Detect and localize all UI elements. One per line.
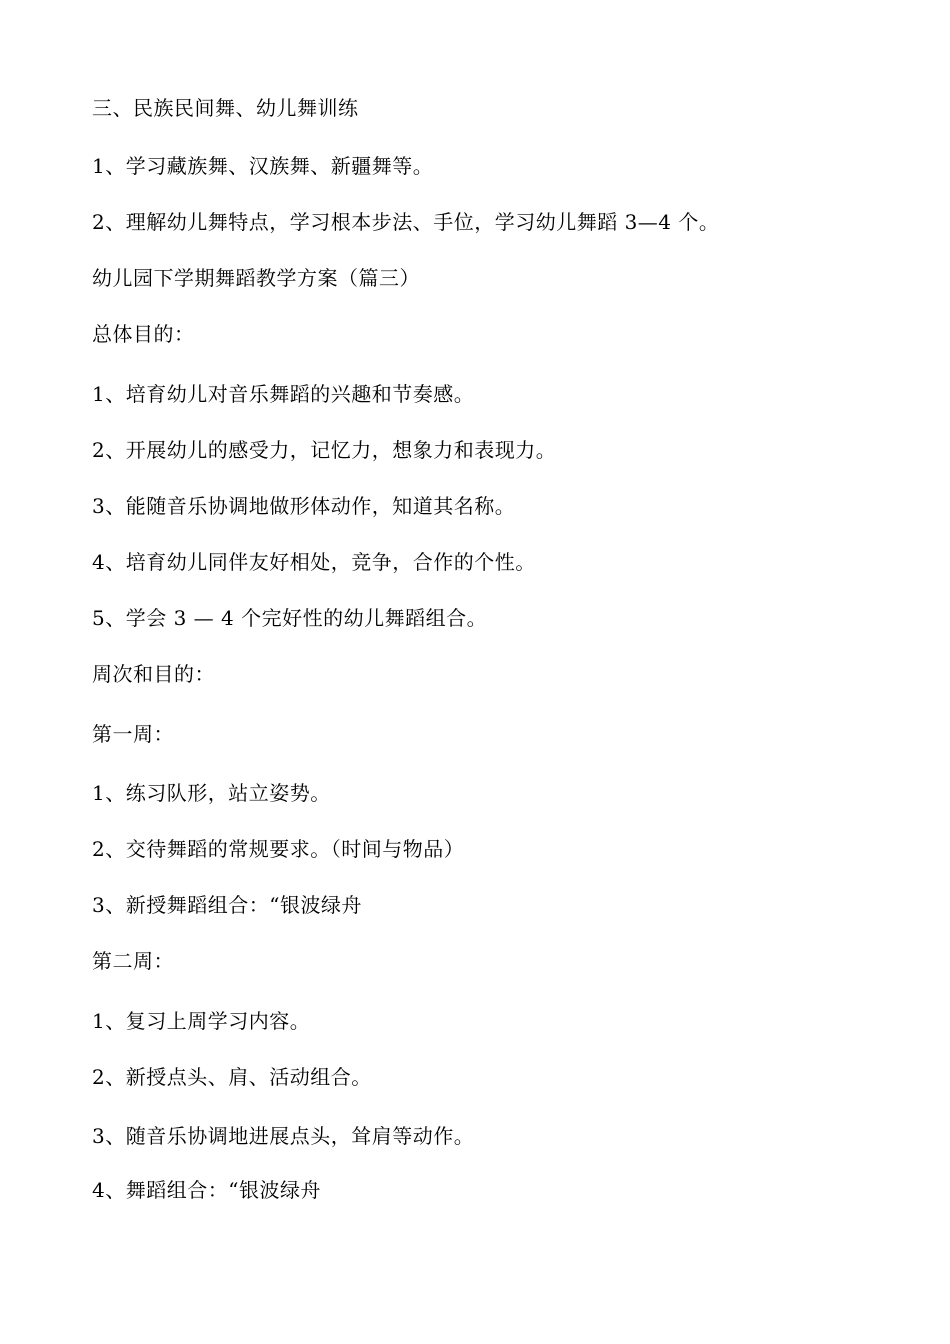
- list-item: 1、复习上周学习内容。: [92, 1009, 311, 1033]
- list-item: 1、练习队形，站立姿势。: [92, 781, 331, 805]
- subheading-weekly-goals: 周次和目的：: [92, 662, 215, 686]
- list-item: 1、培育幼儿对音乐舞蹈的兴趣和节奏感。: [92, 382, 475, 406]
- list-item: 2、理解幼儿舞特点，学习根本步法、手位，学习幼儿舞蹈 3—4 个。: [92, 210, 720, 234]
- subheading-overall-goals: 总体目的：: [92, 322, 195, 346]
- list-item: 2、开展幼儿的感受力，记忆力，想象力和表现力。: [92, 438, 557, 462]
- list-item: 3、新授舞蹈组合：“银波绿舟: [92, 893, 362, 917]
- subheading-week-one: 第一周：: [92, 722, 174, 746]
- list-item: 5、学会 3 — 4 个完好性的幼儿舞蹈组合。: [92, 606, 488, 630]
- list-item: 1、学习藏族舞、汉族舞、新疆舞等。: [92, 154, 434, 178]
- subheading-week-two: 第二周：: [92, 949, 174, 973]
- list-item: 3、能随音乐协调地做形体动作，知道其名称。: [92, 494, 516, 518]
- list-item: 2、交待舞蹈的常规要求。（时间与物品）: [92, 837, 465, 861]
- list-item: 2、新授点头、肩、活动组合。: [92, 1065, 372, 1089]
- section-heading-ethnic-dance: 三、民族民间舞、幼儿舞训练: [92, 96, 359, 120]
- list-item: 3、随音乐协调地进展点头，耸肩等动作。: [92, 1124, 475, 1148]
- list-item: 4、舞蹈组合：“银波绿舟: [92, 1178, 321, 1202]
- section-title-plan-three: 幼儿园下学期舞蹈教学方案（篇三）: [92, 266, 420, 290]
- list-item: 4、培育幼儿同伴友好相处，竞争，合作的个性。: [92, 550, 536, 574]
